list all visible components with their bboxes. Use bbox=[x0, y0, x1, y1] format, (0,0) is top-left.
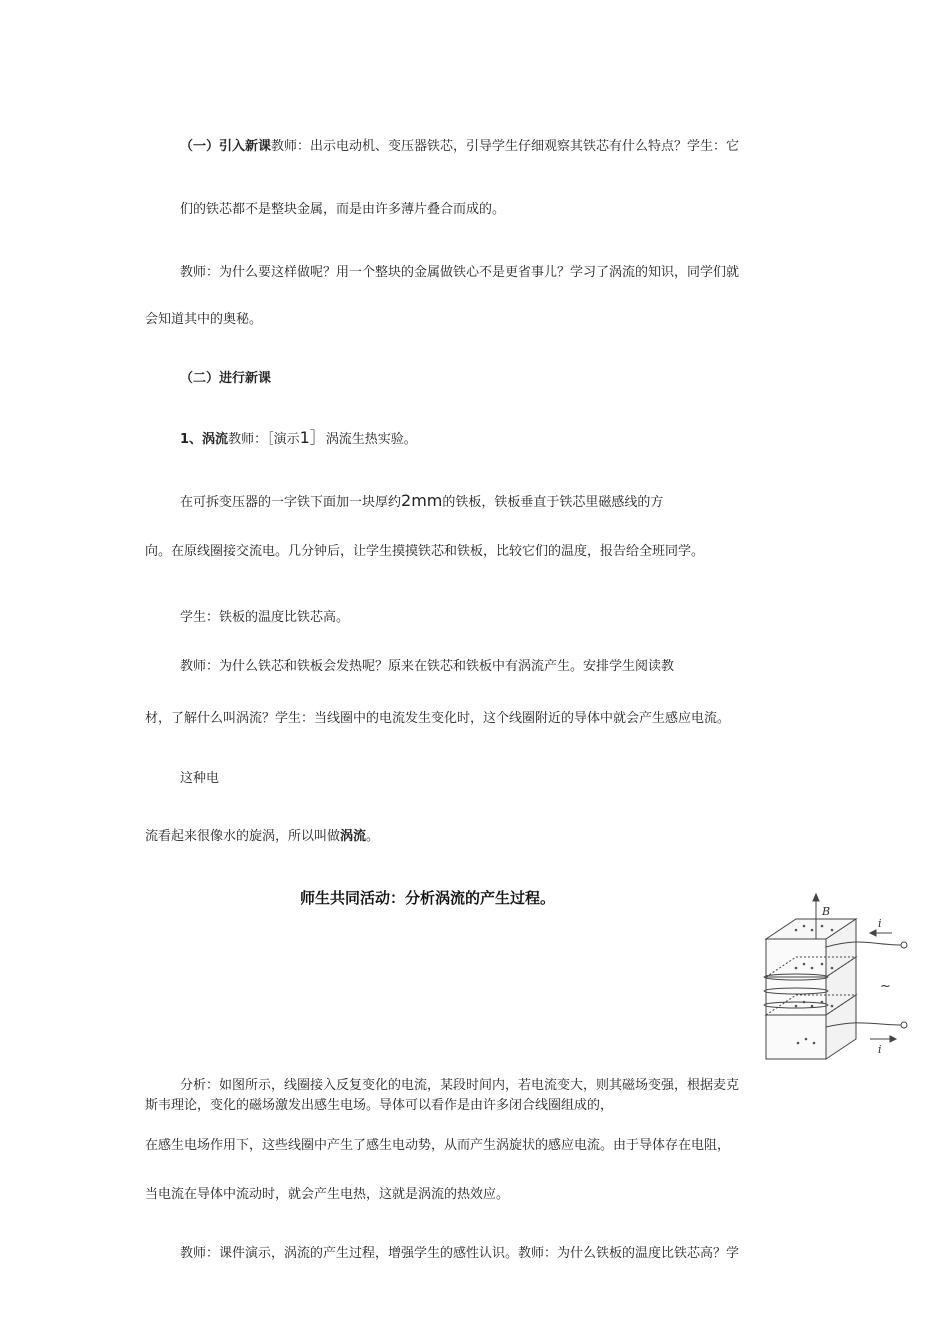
experiment-text-1: 在可拆变压器的一字铁下面加一块厚约 bbox=[180, 495, 402, 510]
definition-line-1: 这种电 bbox=[180, 771, 220, 786]
teacher-courseware-line: 教师：课件演示，涡流的产生过程，增强学生的感性认识。教师：为什么铁板的温度比铁芯高？学 bbox=[180, 1246, 740, 1261]
teacher-question-line-2: 会知道其中的奥秘。 bbox=[145, 312, 263, 327]
student-answer: 学生：铁板的温度比铁芯高。 bbox=[180, 610, 350, 625]
label-i-bottom: i bbox=[878, 1043, 882, 1056]
activity-heading: 师生共同活动：分析涡流的产生过程。 bbox=[300, 889, 556, 907]
experiment-line-2: 向。在原线圈接交流电。几分钟后，让学生摸摸铁芯和铁板，比较它们的温度，报告给全班同学。 bbox=[145, 544, 705, 559]
eddy-current-diagram bbox=[752, 893, 917, 1067]
analysis-line-1: 分析：如图所示，线圈接入反复变化的电流，某段时间内，若电流变大，则其磁场变强，根据麦克 bbox=[180, 1078, 740, 1093]
eddy-current-keyword: 涡流 bbox=[340, 829, 367, 844]
eddy-demo-line bbox=[180, 429, 417, 449]
label-i-top: i bbox=[878, 917, 882, 930]
demo-number: 1］ bbox=[299, 428, 326, 447]
definition-line-2 bbox=[145, 828, 379, 846]
section-heading-intro: （一）引入新课 bbox=[180, 139, 272, 154]
label-ac-symbol: ~ bbox=[880, 979, 891, 994]
thickness-value: 2mm bbox=[401, 491, 443, 510]
analysis-line-3: 在感生电场作用下，这些线圈中产生了感生电动势，从而产生涡旋状的感应电流。由于导体存在电阻， bbox=[145, 1138, 731, 1153]
teacher-question-line-1: 教师：为什么要这样做呢？用一个整块的金属做铁心不是更省事儿？学习了涡流的知识，同学们就 bbox=[180, 265, 740, 280]
experiment-text-2: 的铁板，铁板垂直于铁芯里磁感线的方 bbox=[442, 495, 664, 510]
teacher-explain-line-2: 材，了解什么叫涡流？学生：当线圈中的电流发生变化时，这个线圈附近的导体中就会产生感应电流。 bbox=[145, 711, 731, 726]
demo-text-1: 教师：［演示 bbox=[228, 432, 300, 447]
intro-text: 教师：出示电动机、变压器铁芯，引导学生仔细观察其铁芯有什么特点？学生：它 bbox=[271, 139, 740, 154]
definition-text: 流看起来很像水的旋涡，所以叫做 bbox=[145, 829, 341, 844]
intro-paragraph-line-1 bbox=[180, 138, 739, 156]
demo-text-2: 涡流生热实验。 bbox=[325, 432, 417, 447]
experiment-line-1 bbox=[180, 492, 663, 512]
item-number: 1、 bbox=[180, 432, 203, 447]
analysis-line-4: 当电流在导体中流动时，就会产生电热，这就是涡流的热效应。 bbox=[145, 1187, 510, 1202]
teacher-explain-line-1: 教师：为什么铁芯和铁板会发热呢？原来在铁芯和铁板中有涡流产生。安排学生阅读教 bbox=[180, 659, 675, 674]
section-heading-new-lesson: （二）进行新课 bbox=[180, 371, 272, 386]
label-b: B bbox=[822, 905, 831, 918]
eddy-current-term: 涡流 bbox=[202, 432, 229, 447]
intro-paragraph-line-2: 们的铁芯都不是整块金属，而是由许多薄片叠合而成的。 bbox=[180, 202, 506, 217]
definition-end: 。 bbox=[366, 829, 380, 844]
analysis-line-2: 斯韦理论，变化的磁场激发出感生电场。导体可以看作是由许多闭合线圈组成的， bbox=[145, 1098, 614, 1113]
